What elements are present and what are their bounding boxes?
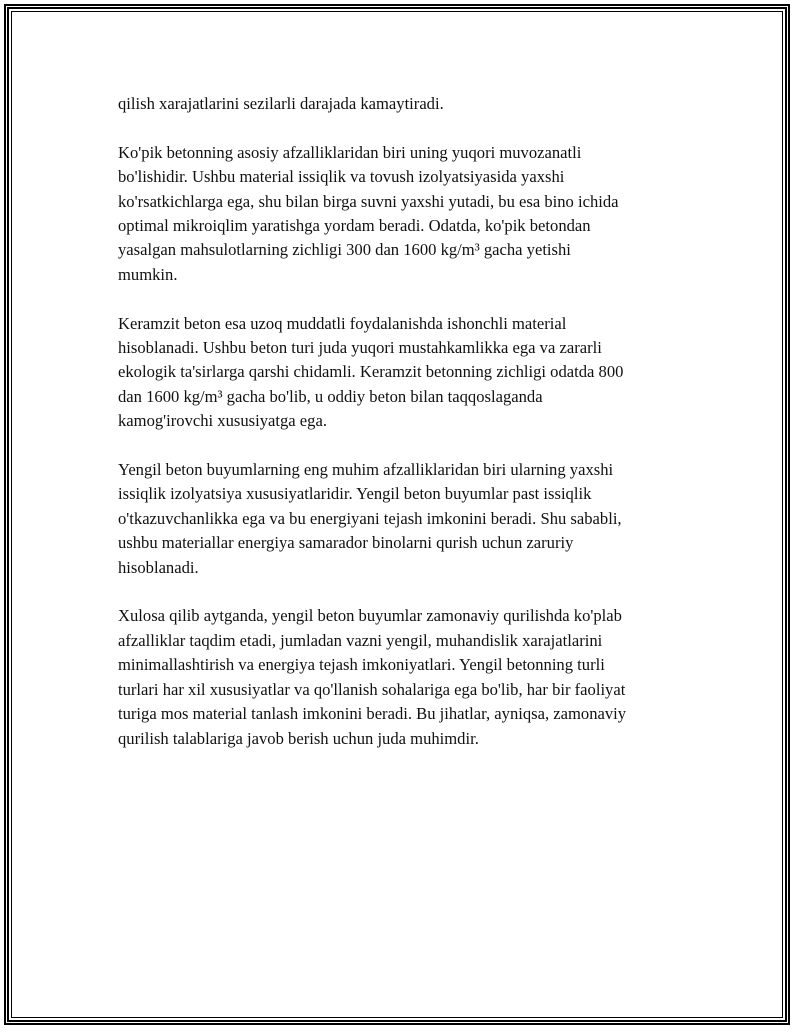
paragraph-thermal-insulation: Yengil beton buyumlarning eng muhim afzalliklaridan biri ularning yaxshi issiqlik izolyatsiya xususiyatlaridir. Yengil beton buyumlar past issiqlik o'tkazuvchanlikka ega va bu energiyani tejash imkonini beradi. Shu sababli, ushbu materiallar energiya samarador binolarni qurish uchun zaruriy hisoblanadi. — [118, 460, 622, 577]
document-body — [118, 92, 698, 775]
paragraph-expanded-clay-concrete: Keramzit beton esa uzoq muddatli foydalanishda ishonchli material hisoblanadi. Ushbu beton turi juda yuqori mustahkamlikka ega va zararli ekologik ta'sirlarga qarshi chidamli. Keramzit betonning zichligi odatda 800 dan 1600 kg/m³ gacha bo'lib, u oddiy beton bilan taqqoslaganda kamog'irovchi xususiyatga ega. — [118, 313, 624, 431]
paragraph-conclusion: Xulosa qilib aytganda, yengil beton buyumlar zamonaviy qurilishda ko'plab afzalliklar taqdim etadi, jumladan vazni yengil, muhandislik xarajatlarini minimallashtirish va energiya tejash imkoniyatlari. Yengil betonning turli turlari har xil xususiyatlar va qo'llanish sohalariga ega bo'lib, har bir faoliyat turiga mos material tanlash imkonini beradi. Bu jihatlar, ayniqsa, zamonaviy qurilish talablariga javob berish uchun juda muhimdir. — [118, 606, 627, 748]
paragraph-continuation: qilish xarajatlarini sezilarli darajada kamaytiradi. — [118, 94, 444, 113]
paragraph-foam-concrete: Ko'pik betonning asosiy afzalliklaridan biri uning yuqori muvozanatli bo'lishidir. Ushbu material issiqlik va tovush izolyatsiyasida yaxshi ko'rsatkichlarga ega, shu bilan birga suvni yaxshi yutadi, bu esa bino ichida optimal mikroiqlim yaratishga yordam beradi. Odatda, ko'pik betondan yasalgan mahsulotlarning zichligi 300 dan 1600 kg/m³ gacha yetishi mumkin. — [118, 142, 619, 284]
